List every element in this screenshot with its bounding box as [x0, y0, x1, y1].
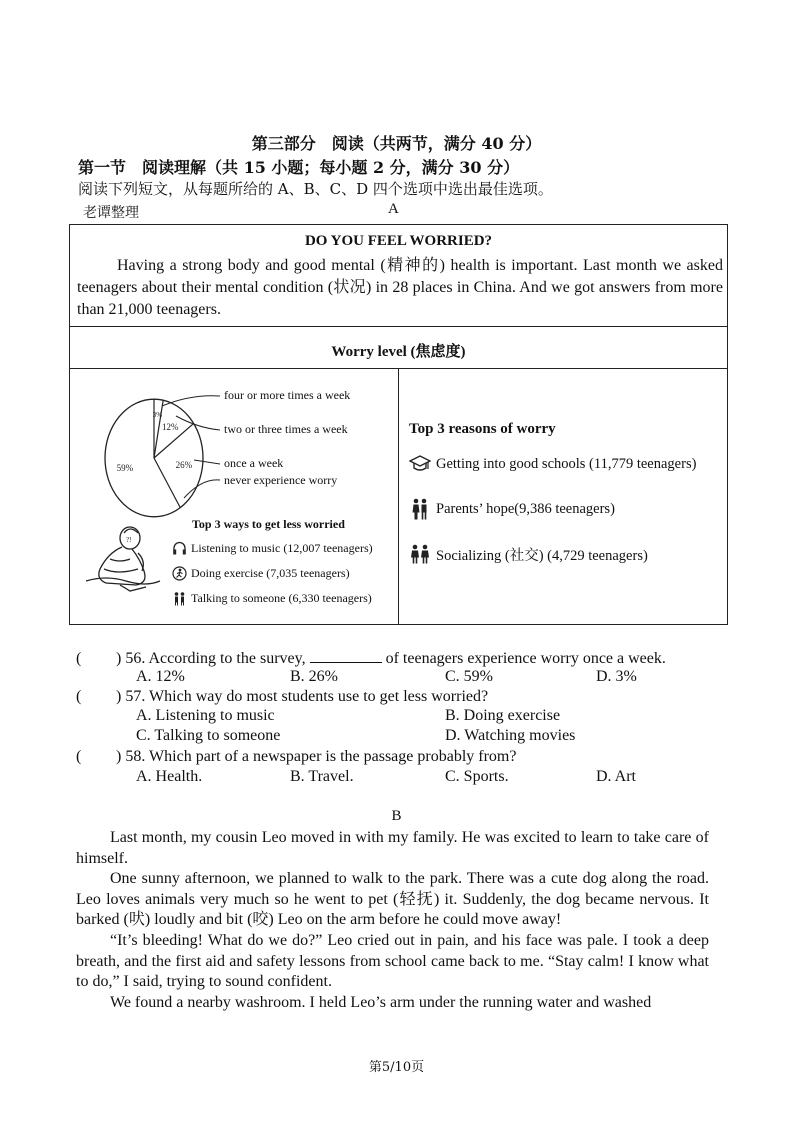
option-b: B. 26% [290, 668, 338, 685]
question-56 [76, 648, 666, 668]
instructions: 阅读下列短文，从每题所给的 A、B、C、D 四个选项中选出最佳选项。 [78, 180, 553, 198]
option-c: C. Sports. [445, 768, 509, 785]
answer-paren: ( [76, 748, 82, 765]
option-a: A. 12% [136, 668, 185, 685]
legend-leader-line-1 [176, 416, 220, 430]
pie-slice-label-2: 26% [175, 459, 193, 470]
way-item [172, 541, 373, 556]
legend-label-two-or-three: two or three times a week [224, 422, 348, 436]
part-a-label: A [388, 201, 399, 217]
ways-title: Top 3 ways to get less worried [192, 517, 345, 531]
option-a: A. Listening to music [136, 707, 275, 724]
survey-infographic [69, 224, 728, 625]
legend-label-once: once a week [224, 456, 284, 470]
passage-paragraph: “It’s bleeding! What do we do?” Leo cried out in pain, and his face was pale. I took a deep breath, and the first aid and safety lessons from school came back to me. “Stay calm! I know what to do,” I said, trying to sound confident. [76, 931, 709, 991]
legend-label-never: never experience worry [224, 473, 338, 487]
option-c: C. Talking to someone [136, 727, 281, 744]
option-d: D. Art [596, 768, 636, 785]
question-57 [76, 688, 488, 706]
friends-icon [409, 543, 431, 565]
part-b-label: B [391, 808, 402, 824]
legend-leader-line-3 [184, 480, 220, 498]
answer-paren: ( [76, 650, 82, 667]
collector-note: 老谭整理 [83, 205, 139, 221]
legend-leader-line-2 [194, 460, 220, 464]
svg-text:?!: ?! [126, 536, 132, 544]
worried-teen-illustration [80, 523, 162, 593]
headphones-icon [172, 541, 187, 556]
option-a: A. Health. [136, 768, 203, 785]
infographic-title: DO YOU FEEL WORRIED? [304, 233, 493, 249]
worry-level-title: Worry level (焦虑度) [331, 344, 466, 360]
way-item [172, 566, 350, 581]
reason-text: Socializing (社交) (4,729 teenagers) [436, 547, 648, 564]
question-stem-end: of teenagers experience worry once a week. [385, 650, 666, 667]
running-icon [172, 566, 187, 581]
pie-slice-label-1: 12% [162, 422, 179, 433]
answer-paren: ( [76, 688, 82, 705]
section-title: 第一节 阅读理解（共 15 小题；每小题 2 分，满分 30 分） [78, 158, 520, 177]
intro-text: Having a strong body and good mental (精神的) health is important. Last month we asked teenagers about their mental condition (状况) in 28 places in China. And we got answers from more than 21,000 teenagers. [77, 257, 723, 318]
page-number: 第5/10页 [368, 1060, 425, 1075]
legend-label-four-or-more: four or more times a week [224, 388, 351, 402]
reason-item [409, 543, 648, 565]
passage-b [76, 828, 709, 1013]
pie-slice-label-3: 59% [116, 463, 134, 474]
reason-text: Parents’ hope(9,386 teenagers) [436, 500, 615, 517]
parents-icon [409, 498, 431, 520]
way-text: Listening to music (12,007 teenagers) [191, 541, 373, 555]
graduation-cap-icon [409, 453, 431, 475]
reason-text: Getting into good schools (11,779 teenagers) [436, 455, 697, 472]
option-b: B. Travel. [290, 768, 354, 785]
way-text: Doing exercise (7,035 teenagers) [191, 566, 350, 580]
answer-blank[interactable] [310, 648, 382, 663]
divider [70, 326, 727, 327]
question-stem: ) 58. Which part of a newspaper is the passage probably from? [116, 748, 517, 765]
option-c: C. 59% [445, 668, 493, 685]
part-title: 第三部分 阅读（共两节，满分 40 分） [251, 134, 542, 153]
option-d: D. Watching movies [445, 727, 576, 744]
passage-paragraph: We found a nearby washroom. I held Leo’s arm under the running water and washed [110, 993, 652, 1011]
reasons-title: Top 3 reasons of worry [409, 421, 556, 437]
question-stem: ) 56. According to the survey, [116, 650, 306, 667]
option-b: B. Doing exercise [445, 707, 561, 724]
question-58 [76, 748, 516, 766]
pie-slice-label-0: 3% [152, 411, 163, 420]
way-text: Talking to someone (6,330 teenagers) [191, 591, 372, 605]
passage-paragraph: Last month, my cousin Leo moved in with my family. He was excited to learn to take care of himself. [76, 829, 709, 867]
option-d: D. 3% [596, 668, 637, 685]
question-stem: ) 57. Which way do most students use to get less worried? [116, 688, 489, 705]
reason-item [409, 453, 696, 475]
people-talking-icon [172, 591, 187, 606]
reason-item [409, 498, 615, 520]
passage-paragraph: One sunny afternoon, we planned to walk to the park. There was a cute dog along the road. Leo loves animals very much so he went to pet (轻抚) it. Suddenly, the dog became nervous. It barked (吠) loudly and bit (咬) Leo on the arm before he could move away! [76, 870, 709, 929]
infographic-intro [77, 255, 723, 321]
legend-leader-line-0 [162, 396, 220, 406]
column-divider [398, 368, 399, 624]
way-item [172, 591, 372, 606]
